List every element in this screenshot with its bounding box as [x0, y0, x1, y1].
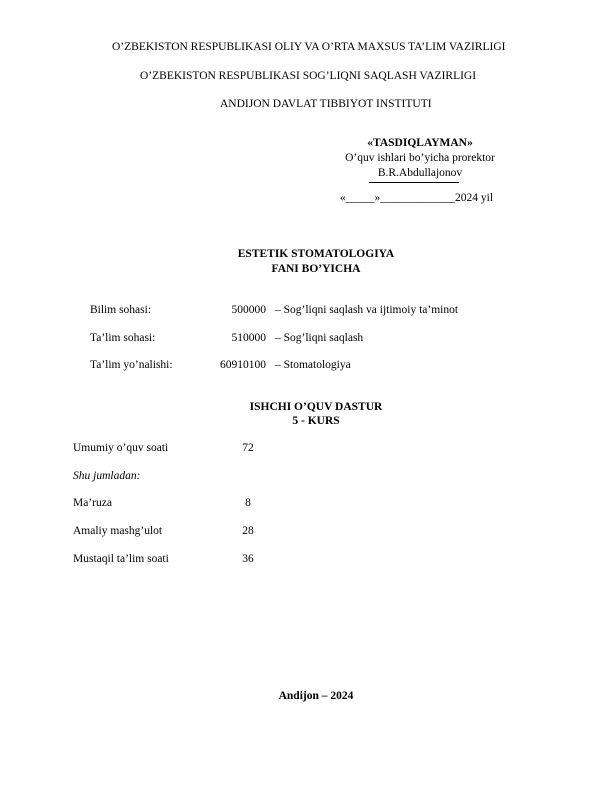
- signature-line: [369, 182, 459, 183]
- field-desc-knowledge-area: – Sog’liqni saqlash va ijtimoiy ta’minot: [275, 304, 459, 316]
- field-desc-education-area: – Sog’liqni saqlash: [275, 332, 364, 344]
- hours-lecture-label: Ma’ruza: [73, 497, 112, 509]
- approval-title: «TASDIQLAYMAN»: [367, 137, 473, 149]
- program-title: ISHCHI O’QUV DASTUR: [249, 401, 383, 413]
- approval-date: «_____»_____________2024 yil: [340, 192, 494, 204]
- approval-position: O’quv ishlari bo’yicha prorektor: [345, 152, 495, 164]
- field-code-education-direction: 60910100: [220, 359, 266, 371]
- hours-practical-label: Amaliy mashg’ulot: [73, 525, 163, 537]
- hours-lecture-value: 8: [245, 497, 251, 509]
- subject-title: ESTETIK STOMATOLOGIYA: [237, 248, 395, 260]
- hours-total-label: Umumiy o’quv soati: [73, 442, 169, 454]
- field-code-education-area: 510000: [231, 332, 266, 344]
- field-label-knowledge-area: Bilim sohasi:: [90, 304, 152, 316]
- hours-total-value: 72: [242, 442, 254, 454]
- approval-name: B.R.Abdullajonov: [377, 167, 463, 179]
- ministry-heading-1: O’ZBEKISTON RESPUBLIKASI OLIY VA O’RTA MAXSUS TA’LIM VAZIRLIGI: [112, 41, 506, 53]
- subject-subtitle: FANI BO’YICHA: [271, 263, 361, 275]
- footer-city-year: Andijon – 2024: [278, 690, 354, 702]
- field-desc-education-direction: – Stomatologiya: [275, 359, 351, 371]
- field-label-education-direction: Ta’lim yo’nalishi:: [90, 359, 173, 371]
- hours-including-label: Shu jumladan:: [73, 470, 141, 482]
- field-code-knowledge-area: 500000: [231, 304, 266, 316]
- hours-independent-label: Mustaqil ta’lim soati: [73, 553, 169, 565]
- hours-practical-value: 28: [242, 525, 254, 537]
- hours-independent-value: 36: [242, 553, 254, 565]
- program-course: 5 - KURS: [292, 415, 340, 427]
- ministry-heading-2: O’ZBEKISTON RESPUBLIKASI SOG’LIQNI SAQLASH VAZIRLIGI: [140, 70, 477, 82]
- field-label-education-area: Ta’lim sohasi:: [90, 332, 156, 344]
- institute-heading: ANDIJON DAVLAT TIBBIYOT INSTITUTI: [220, 98, 432, 110]
